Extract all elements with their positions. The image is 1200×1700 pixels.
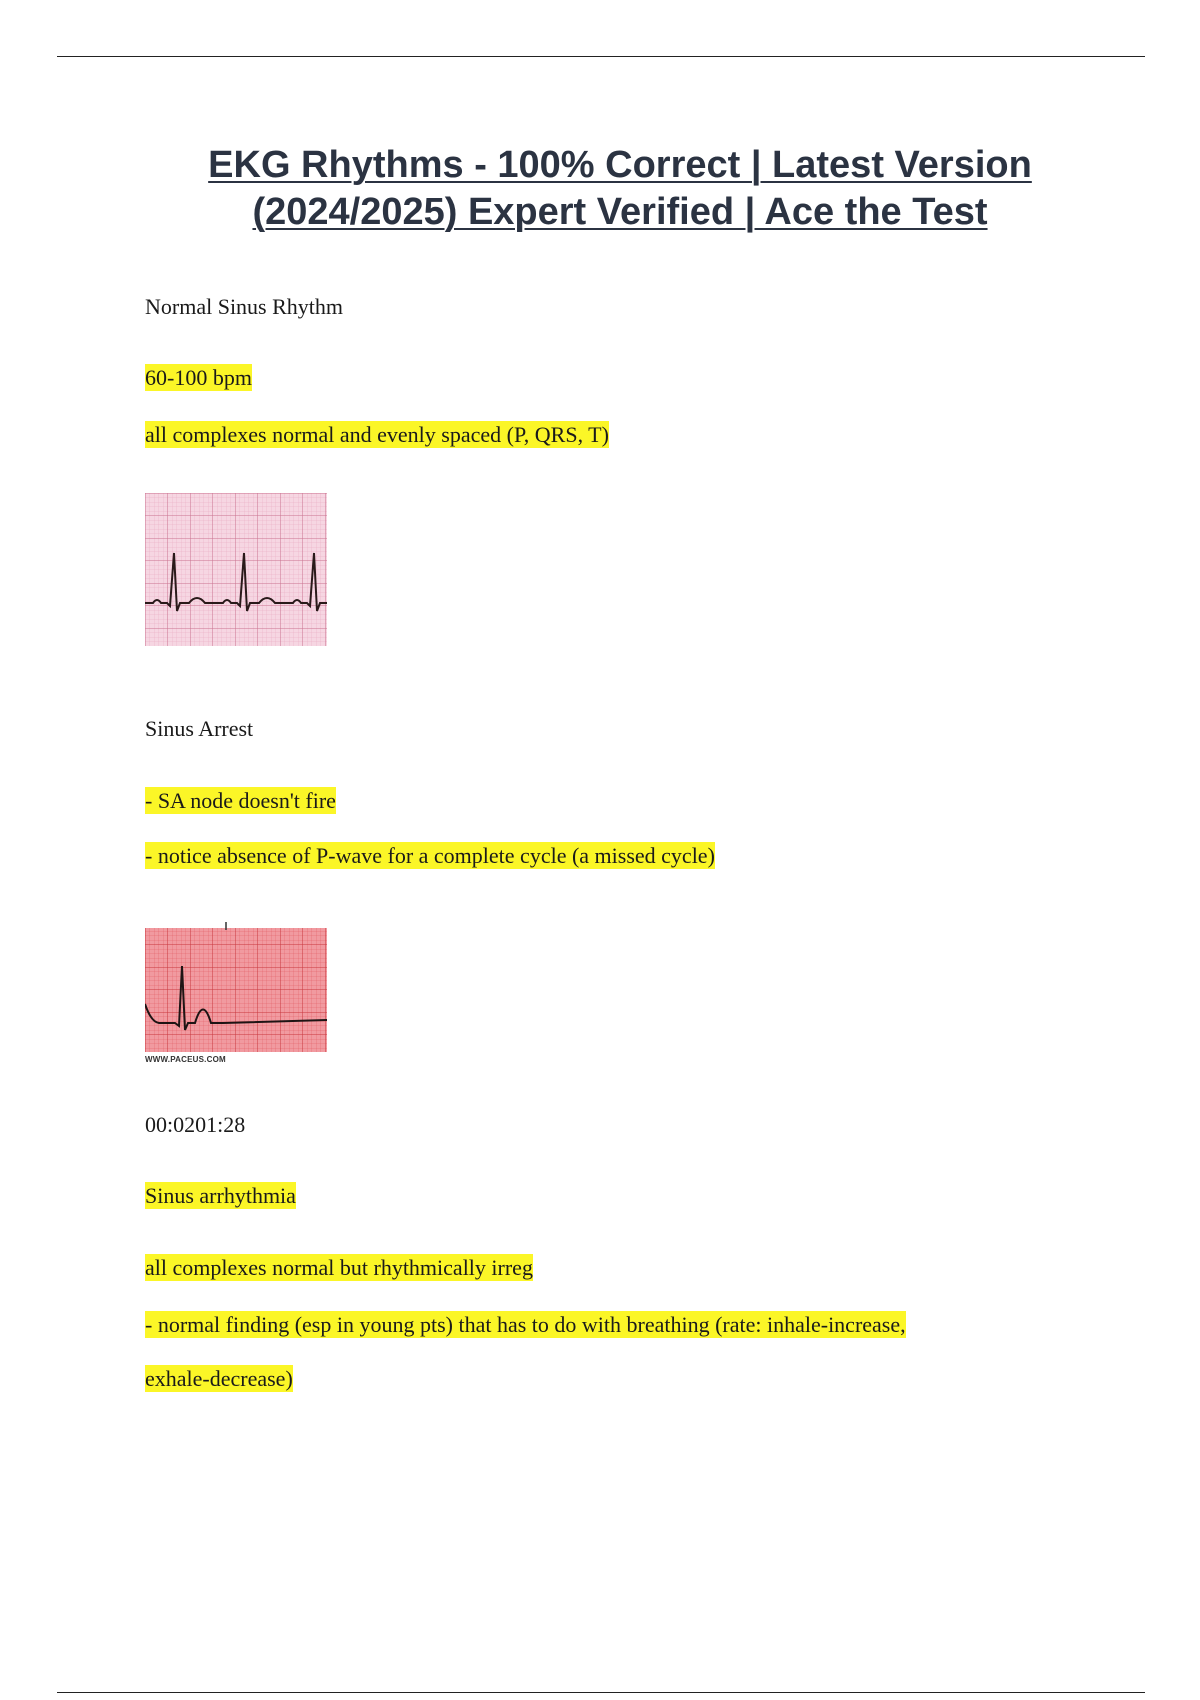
- section-heading-sinus-arrhythmia: Sinus arrhythmia: [145, 1183, 296, 1208]
- page-title: [80, 142, 1160, 236]
- note-line: [145, 1364, 293, 1394]
- note-line: [145, 420, 609, 450]
- highlighted-text: all complexes normal and evenly spaced (P, QRS, T): [145, 422, 609, 447]
- note-line: [145, 1181, 296, 1211]
- ekg-strip-normal-sinus-icon: [145, 493, 327, 646]
- note-line: [145, 1253, 533, 1283]
- ekg-strip-sinus-arrest-icon: [145, 922, 327, 1052]
- title-line-2: (2024/2025) Expert Verified | Ace the Test: [252, 191, 988, 233]
- note-line: [145, 841, 715, 871]
- title-line-1: EKG Rhythms - 100% Correct | Latest Version: [208, 144, 1032, 186]
- highlighted-text: - notice absence of P-wave for a complete cycle (a missed cycle): [145, 843, 715, 868]
- highlighted-text: exhale-decrease): [145, 1366, 293, 1391]
- highlighted-text: 60-100 bpm: [145, 365, 252, 390]
- bottom-rule: [57, 1692, 1145, 1693]
- note-line: [145, 1310, 906, 1340]
- section-heading-sinus-arrest: Sinus Arrest: [145, 716, 254, 741]
- highlighted-text: all complexes normal but rhythmically irreg: [145, 1255, 533, 1280]
- image-caption: WWW.PACEUS.COM: [145, 1055, 226, 1064]
- highlighted-text: - SA node doesn't fire: [145, 788, 336, 813]
- note-line: [145, 363, 252, 393]
- section-heading-normal-sinus: Normal Sinus Rhythm: [145, 294, 344, 319]
- highlighted-text: - normal finding (esp in young pts) that has to do with breathing (rate: inhale-increase,: [145, 1312, 906, 1337]
- timestamp: 00:0201:28: [145, 1112, 246, 1137]
- note-line: [145, 786, 336, 816]
- top-rule: [57, 56, 1145, 57]
